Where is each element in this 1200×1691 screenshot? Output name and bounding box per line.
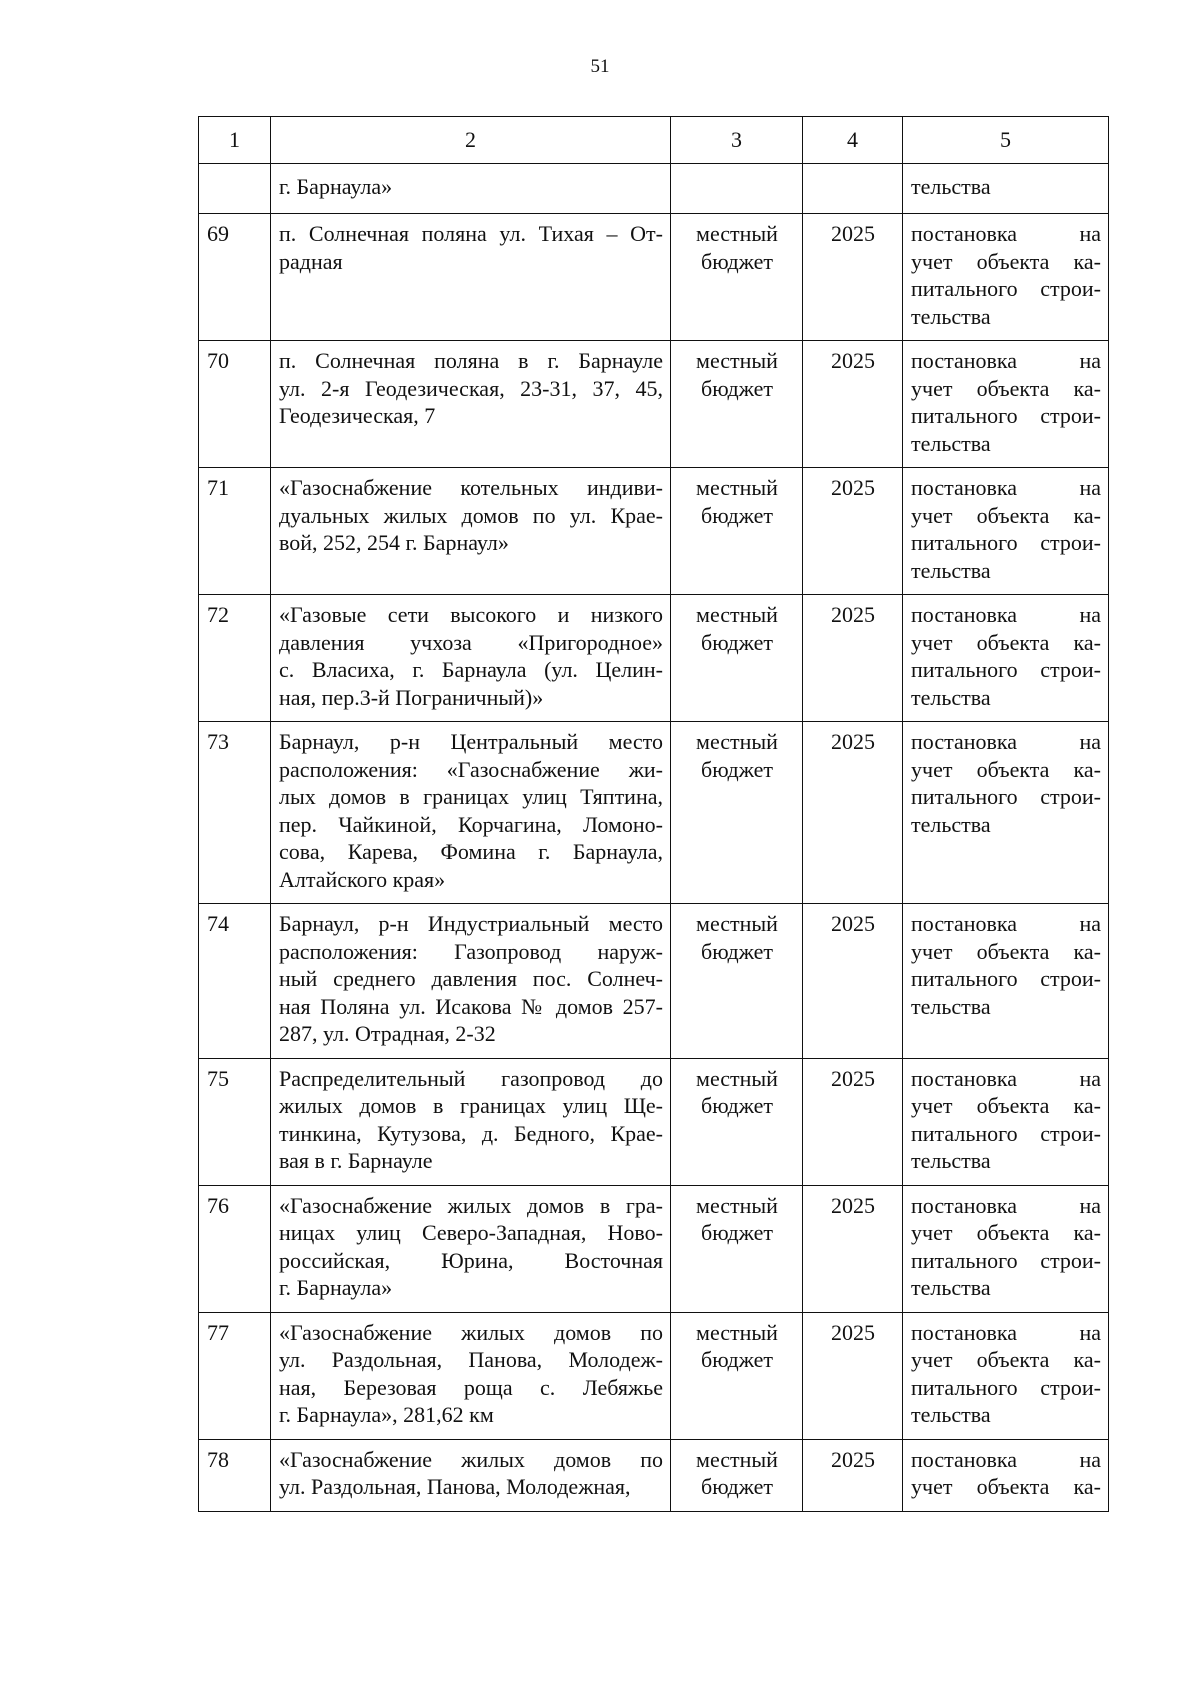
year-cell: 2025 — [803, 1058, 903, 1185]
object-name-cell — [271, 1185, 671, 1312]
object-name-line: с. Власиха, г. Барнаула (ул. Целин- — [279, 657, 663, 682]
funding-source-line: местный — [696, 1319, 778, 1345]
note-cell: тельства — [903, 164, 1109, 214]
table-row — [199, 468, 1109, 595]
funding-source-line: бюджет — [701, 1347, 773, 1372]
object-name-line: «Газовые сети высокого и низкого — [279, 602, 663, 627]
continuation-row — [199, 164, 1109, 214]
object-name-cell — [271, 1058, 671, 1185]
header-cell-1: 1 — [199, 117, 271, 164]
object-name-line: Барнаул, р-н Центральный место — [279, 729, 663, 754]
funding-source-cell — [671, 722, 803, 904]
funding-source-line: местный — [696, 475, 778, 500]
table-row — [199, 214, 1109, 341]
funding-source-cell — [671, 1185, 803, 1312]
funding-source-line: бюджет — [701, 502, 773, 528]
note-line: постановка на — [911, 348, 1101, 373]
note-line: тельства — [911, 811, 991, 837]
note-line: учет объекта ка- — [911, 629, 1101, 655]
object-name-line: Алтайского края» — [279, 866, 446, 892]
note-cell — [903, 1058, 1109, 1185]
table-body — [199, 117, 1109, 1512]
year-cell: 2025 — [803, 722, 903, 904]
object-name-line: г. Барнаула», 281,62 км — [279, 1402, 494, 1427]
note-line: тельства — [911, 430, 991, 456]
object-name-cell — [271, 1312, 671, 1439]
note-line: постановка на — [911, 1319, 1101, 1345]
funding-source-line: бюджет — [701, 248, 773, 274]
funding-source-line: местный — [696, 348, 778, 373]
table-row — [199, 341, 1109, 468]
note-line: питального строи- — [911, 1247, 1101, 1273]
note-cell — [903, 595, 1109, 722]
table-row — [199, 1058, 1109, 1185]
funding-source-cell — [671, 904, 803, 1059]
row-number-cell: 77 — [199, 1312, 271, 1439]
funding-source-line: бюджет — [701, 756, 773, 782]
funding-source-line: местный — [696, 602, 778, 627]
note-line: питального строи- — [911, 1120, 1101, 1146]
object-name-line: ницах улиц Северо-Западная, Ново- — [279, 1220, 663, 1245]
funding-source-cell — [671, 1058, 803, 1185]
note-line: тельства — [911, 303, 991, 329]
note-cell — [903, 214, 1109, 341]
object-name-cell — [271, 1439, 671, 1511]
object-name-line: ная, Березовая роща с. Лебяжье — [279, 1374, 663, 1400]
object-name-line: радная — [279, 248, 343, 274]
funding-source-line: бюджет — [701, 1474, 773, 1499]
note-cell — [903, 904, 1109, 1059]
object-name-line: «Газоснабжение котельных индиви- — [279, 475, 663, 500]
note-line: учет объекта ка- — [911, 756, 1101, 782]
funding-source-cell — [671, 468, 803, 595]
object-name-line: расположения: «Газоснабжение жи- — [279, 756, 663, 782]
note-line: питального строи- — [911, 403, 1101, 428]
row-number-cell — [199, 164, 271, 214]
note-line: питального строи- — [911, 657, 1101, 682]
year-cell — [803, 164, 903, 214]
object-name-line: «Газоснабжение жилых домов в гра- — [279, 1192, 663, 1218]
object-name-cell: г. Барнаула» — [271, 164, 671, 214]
note-line: тельства — [911, 684, 991, 710]
year-cell: 2025 — [803, 595, 903, 722]
note-line: учет объекта ка- — [911, 502, 1101, 528]
row-number-cell: 75 — [199, 1058, 271, 1185]
funding-source-cell — [671, 341, 803, 468]
object-name-cell — [271, 722, 671, 904]
note-line: учет объекта ка- — [911, 1220, 1101, 1245]
year-cell: 2025 — [803, 341, 903, 468]
note-line: постановка на — [911, 475, 1101, 500]
object-name-line: ул. 2-я Геодезическая, 23-31, 37, 45, — [279, 375, 663, 401]
note-line: тельства — [911, 557, 991, 583]
note-line: постановка на — [911, 729, 1101, 754]
object-name-line: дуальных жилых домов по ул. Крае- — [279, 502, 663, 528]
funding-source-line: местный — [696, 729, 778, 754]
object-name-cell — [271, 904, 671, 1059]
funding-source-line: бюджет — [701, 1220, 773, 1245]
row-number-cell: 69 — [199, 214, 271, 341]
note-cell — [903, 468, 1109, 595]
table-row — [199, 595, 1109, 722]
object-name-line: 287, ул. Отрадная, 2-32 — [279, 1021, 496, 1046]
object-name-cell — [271, 341, 671, 468]
note-line: питального строи- — [911, 1374, 1101, 1400]
year-cell: 2025 — [803, 468, 903, 595]
object-name-line: п. Солнечная поляна ул. Тихая – От- — [279, 221, 663, 246]
object-name-line: ная, пер.3-й Пограничный)» — [279, 684, 544, 710]
object-name-line: вая в г. Барнауле — [279, 1148, 433, 1173]
funding-source-cell — [671, 164, 803, 214]
note-cell — [903, 1185, 1109, 1312]
row-number-cell: 74 — [199, 904, 271, 1059]
funding-source-line: бюджет — [701, 375, 773, 401]
note-line: питального строи- — [911, 966, 1101, 991]
object-name-line: российская, Юрина, Восточная — [279, 1247, 663, 1273]
year-cell: 2025 — [803, 904, 903, 1059]
note-line: учет объекта ка- — [911, 938, 1101, 964]
funding-source-line: местный — [696, 1065, 778, 1091]
note-line: постановка на — [911, 221, 1101, 246]
object-name-line: г. Барнаула» — [279, 1275, 393, 1300]
object-name-line: сова, Карева, Фомина г. Барнаула, — [279, 839, 663, 864]
table-row — [199, 722, 1109, 904]
object-name-line: «Газоснабжение жилых домов по — [279, 1446, 663, 1472]
table-row — [199, 1312, 1109, 1439]
object-name-line: пер. Чайкиной, Корчагина, Ломоно- — [279, 811, 663, 837]
object-name-line: ный среднего давления пос. Солнеч- — [279, 966, 663, 991]
funding-source-line: бюджет — [701, 1093, 773, 1118]
year-cell: 2025 — [803, 1439, 903, 1511]
object-name-line: расположения: Газопровод наруж- — [279, 938, 663, 964]
funding-source-line: местный — [696, 911, 778, 936]
note-line: питального строи- — [911, 530, 1101, 555]
note-line: постановка на — [911, 602, 1101, 627]
year-cell: 2025 — [803, 214, 903, 341]
funding-source-line: местный — [696, 1192, 778, 1218]
note-cell — [903, 1439, 1109, 1511]
page-number: 51 — [590, 56, 610, 77]
note-cell — [903, 1312, 1109, 1439]
row-number-cell: 73 — [199, 722, 271, 904]
note-line: постановка на — [911, 911, 1101, 936]
object-name-line: Барнаул, р-н Индустриальный место — [279, 911, 663, 936]
header-cell-5: 5 — [903, 117, 1109, 164]
note-cell — [903, 722, 1109, 904]
funding-source-line: бюджет — [701, 629, 773, 655]
note-line: постановка на — [911, 1446, 1101, 1472]
row-number-cell: 71 — [199, 468, 271, 595]
funding-source-line: бюджет — [701, 938, 773, 964]
object-name-line: вой, 252, 254 г. Барнаул» — [279, 530, 509, 555]
note-line: учет объекта ка- — [911, 1093, 1101, 1118]
object-name-cell — [271, 595, 671, 722]
note-line: постановка на — [911, 1065, 1101, 1091]
note-line: постановка на — [911, 1192, 1101, 1218]
object-name-line: лых домов в границах улиц Тяптина, — [279, 784, 663, 809]
object-name-line: давления учхоза «Пригородное» — [279, 629, 663, 655]
table-row — [199, 1185, 1109, 1312]
funding-source-cell — [671, 595, 803, 722]
note-cell — [903, 341, 1109, 468]
object-name-cell — [271, 214, 671, 341]
year-cell: 2025 — [803, 1185, 903, 1312]
year-cell: 2025 — [803, 1312, 903, 1439]
object-name-line: Распределительный газопровод до — [279, 1065, 663, 1091]
note-line: учет объекта ка- — [911, 1474, 1101, 1499]
header-row — [199, 117, 1109, 164]
funding-source-cell — [671, 1312, 803, 1439]
object-name-line: «Газоснабжение жилых домов по — [279, 1319, 663, 1345]
funding-source-cell — [671, 214, 803, 341]
table-row — [199, 1439, 1109, 1511]
row-number-cell: 78 — [199, 1439, 271, 1511]
note-line: питального строи- — [911, 784, 1101, 809]
row-number-cell: 76 — [199, 1185, 271, 1312]
object-name-line: Геодезическая, 7 — [279, 403, 436, 428]
note-line: учет объекта ка- — [911, 248, 1101, 274]
note-line: тельства — [911, 1275, 991, 1300]
note-line: тельства — [911, 993, 991, 1019]
object-name-line: ная Поляна ул. Исакова № домов 257- — [279, 993, 663, 1019]
header-cell-3: 3 — [671, 117, 803, 164]
note-line: учет объекта ка- — [911, 1347, 1101, 1372]
funding-source-line: местный — [696, 221, 778, 246]
object-name-cell — [271, 468, 671, 595]
header-cell-2: 2 — [271, 117, 671, 164]
funding-source-cell — [671, 1439, 803, 1511]
object-name-line: жилых домов в границах улиц Ще- — [279, 1093, 663, 1118]
table-row — [199, 904, 1109, 1059]
note-line: питального строи- — [911, 276, 1101, 301]
object-name-line: тинкина, Кутузова, д. Бедного, Крае- — [279, 1120, 663, 1146]
object-name-line: ул. Раздольная, Панова, Молодеж- — [279, 1347, 663, 1372]
row-number-cell: 70 — [199, 341, 271, 468]
object-name-line: ул. Раздольная, Панова, Молодежная, — [279, 1474, 631, 1499]
header-cell-4: 4 — [803, 117, 903, 164]
note-line: тельства — [911, 1402, 991, 1427]
note-line: тельства — [911, 1148, 991, 1173]
funding-source-line: местный — [696, 1446, 778, 1472]
object-name-line: п. Солнечная поляна в г. Барнауле — [279, 348, 663, 373]
row-number-cell: 72 — [199, 595, 271, 722]
note-line: учет объекта ка- — [911, 375, 1101, 401]
document-table — [198, 116, 1109, 1512]
